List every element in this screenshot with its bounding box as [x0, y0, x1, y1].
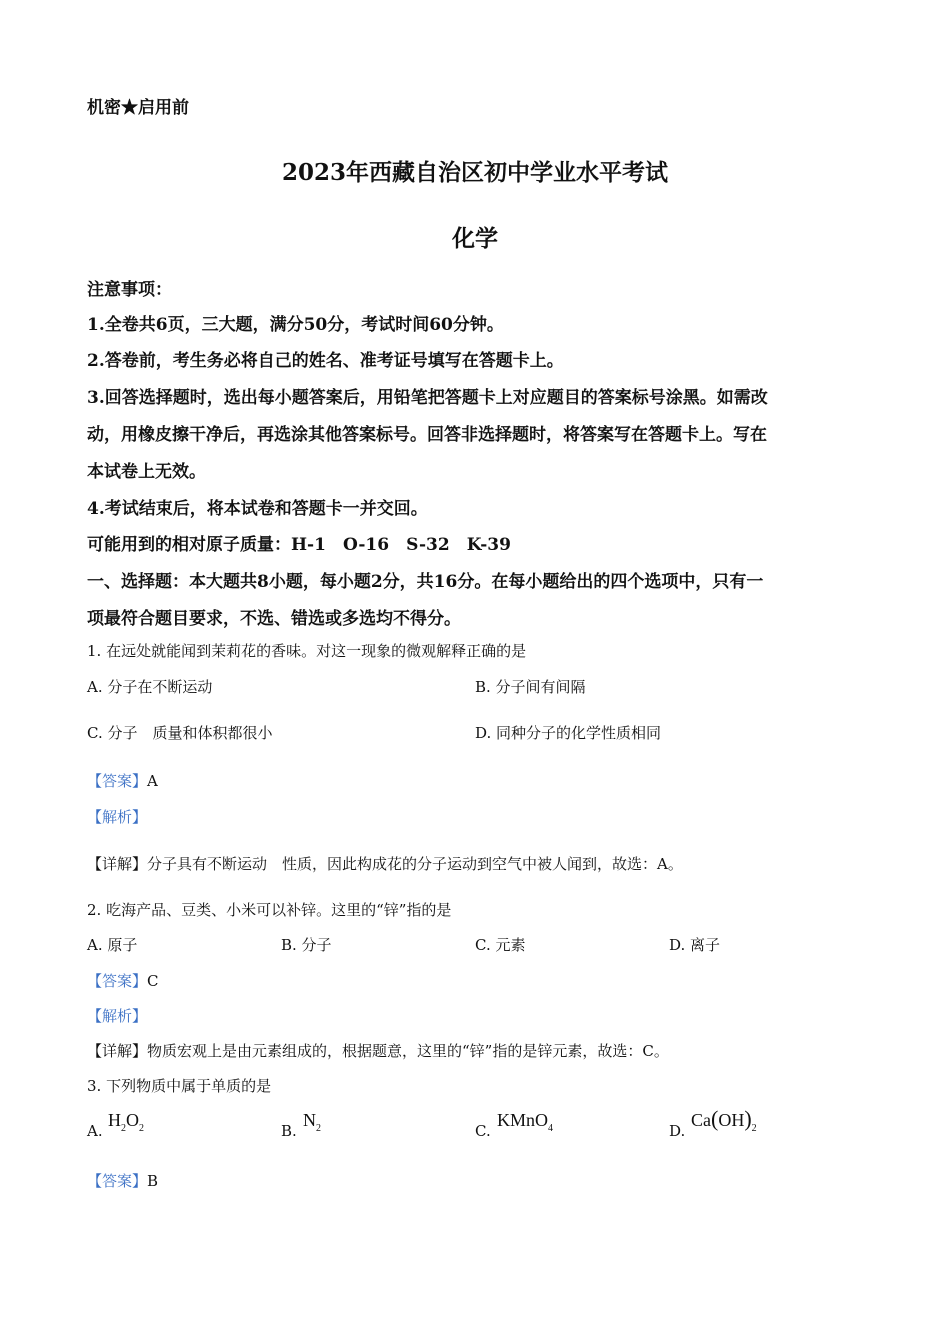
q3-option-d-label: D. [669, 1122, 686, 1140]
note-item-1: 1.全卷共6页，三大题，满分50分，考试时间60分钟。 [87, 315, 504, 335]
q2-stem: 2. 吃海产品、豆类、小米可以补锌。这里的“锌”指的是 [87, 901, 452, 919]
q2-option-b: B. 分子 [281, 936, 332, 954]
q1-stem: 1. 在远处就能闻到茉莉花的香味。对这一现象的微观解释正确的是 [87, 642, 527, 660]
q1-detail-text: 分子具有不断运动 性质，因此构成花的分子运动到空气中被人闻到，故选：A。 [147, 855, 683, 873]
q3-answer [87, 1170, 158, 1191]
exam-title: 2023年西藏自治区初中学业水平考试 [281, 159, 668, 186]
confidential-label: 机密★启用前 [87, 98, 189, 118]
notes-heading: 注意事项： [87, 280, 172, 300]
section-1-line-1: 一、选择题：本大题共8小题，每小题2分，共16分。在每小题给出的四个选项中，只有一 [87, 572, 764, 592]
q1-detail [87, 853, 683, 874]
q2-option-d: D. 离子 [669, 936, 721, 954]
q1-answer-value: A [147, 772, 158, 790]
subject-title: 化学 [452, 225, 498, 252]
q1-option-c: C. 分子 质量和体积都很小 [87, 724, 273, 742]
note-item-3-line-2: 动，用橡皮擦干净后，再选涂其他答案标号。回答非选择题时，将答案写在答题卡上。写在 [87, 425, 767, 445]
note-item-3-line-3: 本试卷上无效。 [87, 462, 206, 482]
note-item-2: 2.答卷前，考生务必将自己的姓名、准考证号填写在答题卡上。 [87, 351, 564, 371]
q3-option-d-formula: $Ca(OH)_2$ [691, 1106, 757, 1134]
answer-tag: 【答案】 [87, 1172, 148, 1190]
answer-tag: 【答案】 [87, 772, 148, 790]
q3-option-b-label: B. [281, 1122, 297, 1140]
q3-option-a-formula: $H_2O_2$ [108, 1110, 144, 1134]
q3-option-a-label: A. [87, 1122, 103, 1140]
answer-tag: 【答案】 [87, 972, 148, 990]
q1-answer [87, 770, 158, 791]
q2-analysis-tag: 【解析】 [87, 1007, 148, 1025]
detail-tag: 【详解】 [87, 855, 148, 873]
q2-detail-text: 物质宏观上是由元素组成的，根据题意，这里的“锌”指的是锌元素，故选：C。 [147, 1042, 669, 1060]
section-1-line-2: 项最符合题目要求，不选、错选或多选均不得分。 [87, 609, 461, 629]
q1-option-a: A. 分子在不断运动 [87, 678, 213, 696]
q2-detail [87, 1040, 669, 1061]
note-item-4: 4.考试结束后，将本试卷和答题卡一并交回。 [87, 499, 428, 519]
q2-answer [87, 970, 159, 991]
q3-stem: 3. 下列物质中属于单质的是 [87, 1077, 272, 1095]
q3-option-b-formula: $N_2$ [303, 1110, 321, 1134]
q1-option-d: D. 同种分子的化学性质相同 [475, 724, 662, 742]
q3-option-c-formula: KMnO$_4$ [497, 1110, 554, 1134]
q2-answer-value: C [147, 972, 159, 990]
q1-analysis-tag: 【解析】 [87, 808, 148, 826]
q3-option-c-label: C. [475, 1122, 491, 1140]
q2-option-c: C. 元素 [475, 936, 526, 954]
q1-option-b: B. 分子间有间隔 [475, 678, 586, 696]
q3-answer-value: B [147, 1172, 159, 1190]
detail-tag: 【详解】 [87, 1042, 148, 1060]
atomic-mass-line: 可能用到的相对原子质量：H-1 O-16 S-32 K-39 [87, 535, 511, 555]
q2-option-a: A. 原子 [87, 936, 138, 954]
note-item-3-line-1: 3.回答选择题时，选出每小题答案后，用铅笔把答题卡上对应题目的答案标号涂黑。如需改 [87, 388, 768, 408]
